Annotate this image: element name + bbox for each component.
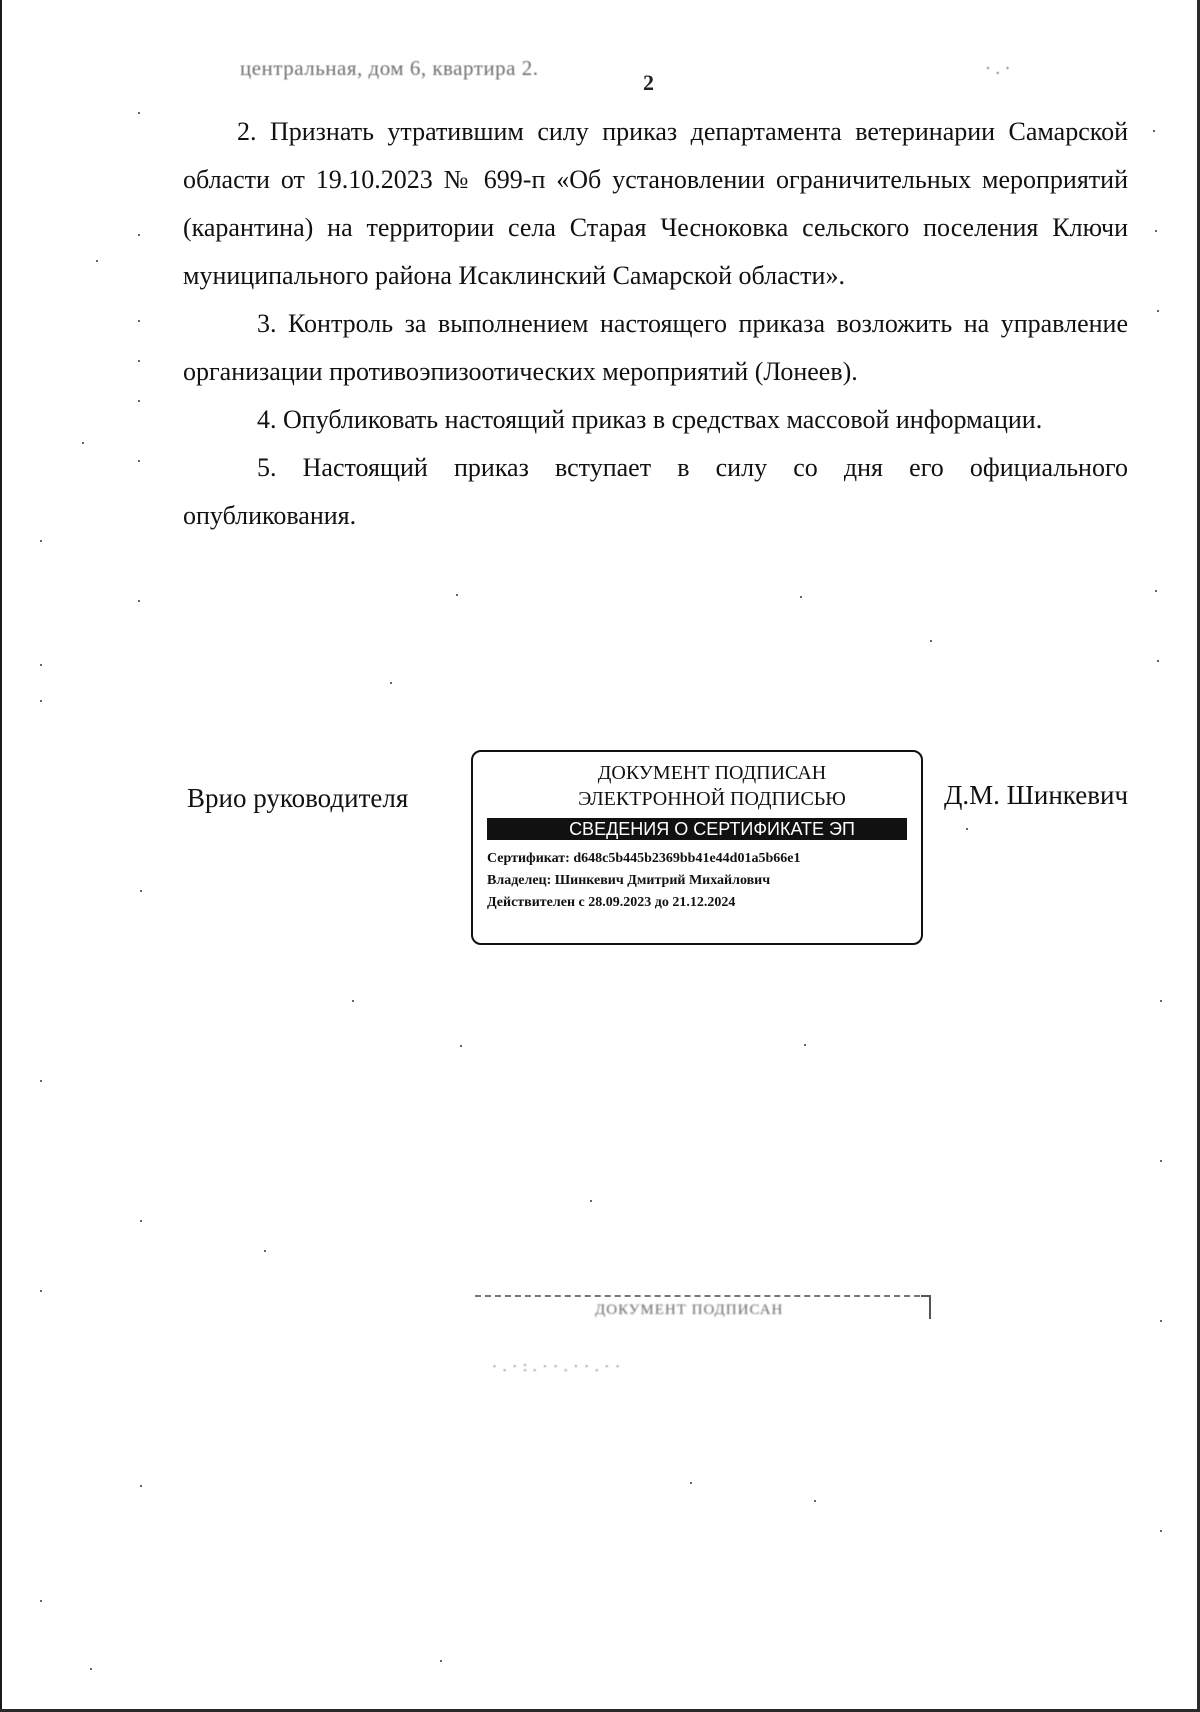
signature-block	[0, 750, 1200, 950]
bleed-through-text: ДОКУМЕНТ ПОДПИСАН	[595, 1302, 784, 1318]
bleed-through-corner	[921, 1295, 931, 1319]
paragraph-5: 5. Настоящий приказ вступает в силу со дня его официального опубликования.	[183, 453, 1128, 530]
stamp-certificate-number: Сертификат: d648c5b445b2369bb41e44d01a5b66e1	[487, 851, 801, 866]
page-number: 2	[643, 70, 654, 95]
previous-page-fragment: центральная, дом 6, квартира 2.	[240, 56, 539, 80]
stamp-title-line2: ЭЛЕКТРОННОЙ ПОДПИСЬЮ	[578, 788, 846, 810]
stamp-validity: Действителен с 28.09.2023 до 21.12.2024	[487, 895, 736, 910]
bleed-through-noise: · . · : . · · . · · . · ·	[492, 1359, 622, 1375]
paragraph-2: 2. Признать утратившим силу приказ департамента ветеринарии Самарской области от 19.10.2023 № 699-п «Об установлении ограничительных мероприятий (карантина) на территории села Старая Чесноковка сельского поселения Ключи муниципального района Исаклинский Самарской области».	[183, 117, 1128, 290]
paragraph-4: 4. Опубликовать настоящий приказ в средствах массовой информации.	[257, 405, 1043, 434]
order-body	[183, 108, 1128, 540]
stamp-certificate-header: СВЕДЕНИЯ О СЕРТИФИКАТЕ ЭП	[487, 818, 907, 840]
scan-noise-fragment: · . ·	[985, 58, 1011, 78]
bleed-through-stamp	[475, 1295, 925, 1325]
paragraph-3: 3. Контроль за выполнением настоящего приказа возложить на управление организации противоэпизоотических мероприятий (Лонеев).	[183, 309, 1128, 386]
signatory-position: Врио руководителя	[187, 783, 409, 813]
signatory-name: Д.М. Шинкевич	[944, 780, 1129, 810]
stamp-owner: Владелец: Шинкевич Дмитрий Михайлович	[487, 873, 771, 888]
stamp-title-line1: ДОКУМЕНТ ПОДПИСАН	[597, 762, 827, 784]
electronic-signature-stamp	[471, 750, 923, 945]
bleed-through-border	[475, 1295, 920, 1297]
